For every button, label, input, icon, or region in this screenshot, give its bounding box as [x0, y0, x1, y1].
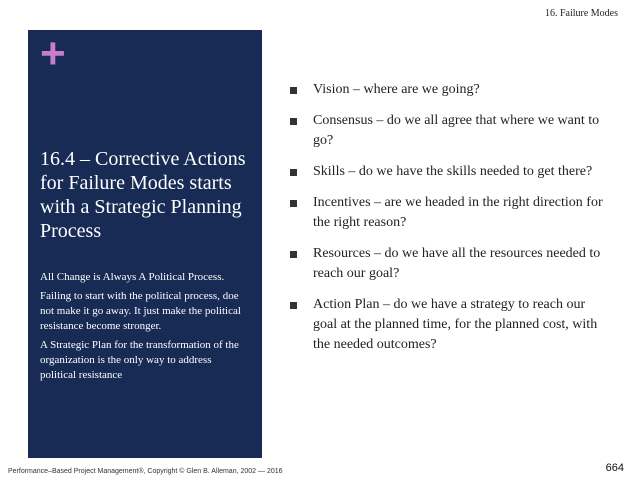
- panel-note: A Strategic Plan for the transformation of the organization is the only way to address political resistance: [40, 339, 239, 381]
- page-number: 664: [605, 462, 624, 474]
- slide-title: 16.4 – Corrective Actions for Failure Modes starts with a Strategic Planning Process: [40, 148, 246, 242]
- square-bullet-icon: [290, 200, 297, 207]
- bullet-text: Consensus – do we all agree that where we want to go?: [313, 113, 600, 148]
- square-bullet-icon: [290, 169, 297, 176]
- plus-icon: +: [40, 29, 66, 78]
- list-item: [290, 193, 610, 233]
- list-item: [290, 244, 610, 284]
- list-item: [290, 111, 610, 151]
- section-label: 16. Failure Modes: [544, 8, 618, 19]
- square-bullet-icon: [290, 251, 297, 258]
- bullet-text: Resources – do we have all the resources needed to reach our goal?: [313, 246, 601, 281]
- bullet-list: [290, 80, 610, 366]
- square-bullet-icon: [290, 87, 297, 94]
- list-item: [290, 80, 610, 100]
- panel-note: Failing to start with the political process, doe not make it go away. It just make the political resistance become stronger.: [40, 290, 241, 332]
- bullet-text: Vision – where are we going?: [313, 82, 480, 97]
- panel-notes: [40, 270, 250, 387]
- panel-note: All Change is Always A Political Process.: [40, 271, 225, 283]
- list-item: [290, 162, 610, 182]
- bullet-text: Skills – do we have the skills needed to get there?: [313, 164, 593, 179]
- list-item: [290, 295, 610, 355]
- square-bullet-icon: [290, 118, 297, 125]
- footer-copyright: Performance–Based Project Management®, Copyright © Glen B. Alleman, 2002 — 2016: [8, 468, 283, 475]
- title-panel: [28, 30, 262, 458]
- square-bullet-icon: [290, 302, 297, 309]
- bullet-text: Incentives – are we headed in the right direction for the right reason?: [313, 195, 603, 230]
- bullet-text: Action Plan – do we have a strategy to reach our goal at the planned time, for the planned cost, with the needed outcomes?: [313, 297, 598, 352]
